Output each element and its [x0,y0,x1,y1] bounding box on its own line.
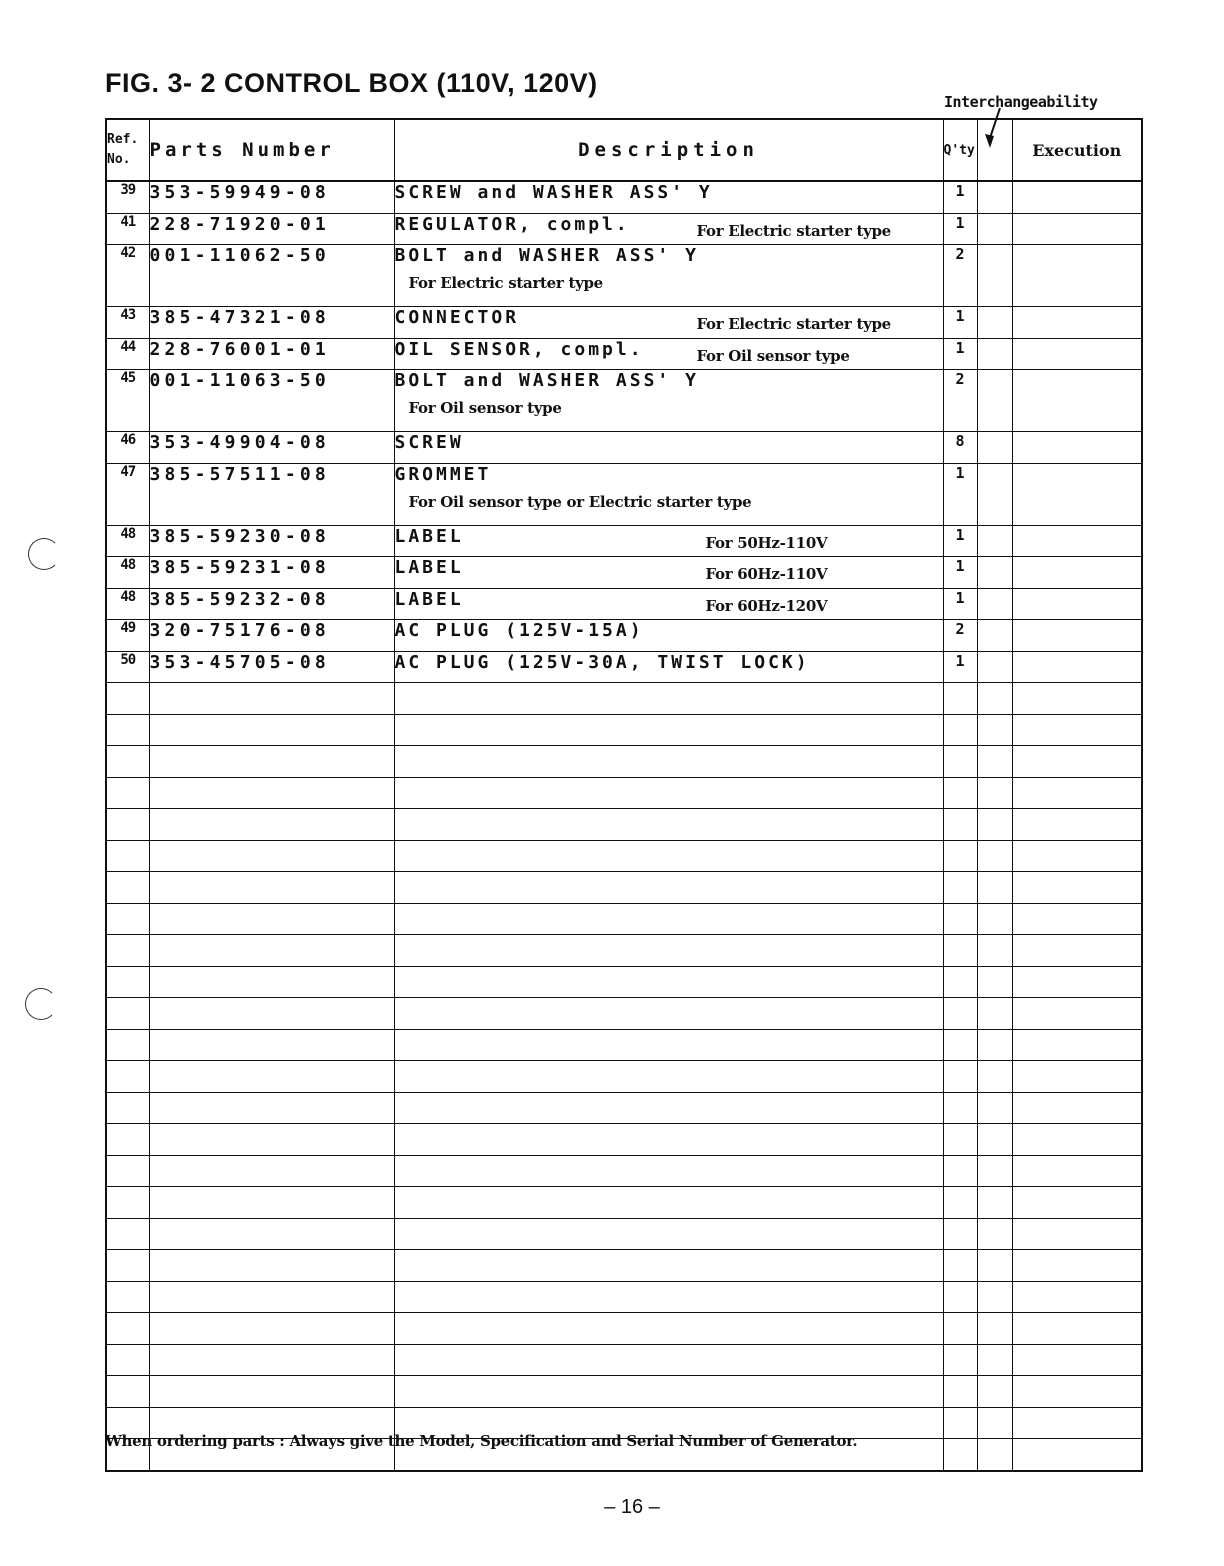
description-text: SCREW [394,432,464,453]
part-number-cell: 385-47321-08 [149,307,394,339]
qty-cell: 1 [943,338,977,370]
empty-cell [394,809,943,841]
table-row [106,525,1142,557]
execution-cell [1012,181,1142,213]
ref-no-cell: 48 [106,557,149,589]
empty-cell [977,1407,1012,1439]
empty-cell [106,809,149,841]
empty-cell [149,840,394,872]
execution-cell [1012,338,1142,370]
table-row [106,432,1142,464]
description-text: BOLT and WASHER ASS' Y [394,370,699,391]
empty-cell [1012,1376,1142,1408]
empty-cell [394,714,943,746]
empty-cell [1012,1344,1142,1376]
empty-cell [394,840,943,872]
empty-cell [149,777,394,809]
empty-row [106,683,1142,715]
empty-cell [394,935,943,967]
empty-cell [977,1061,1012,1093]
empty-cell [977,872,1012,904]
empty-cell [149,746,394,778]
empty-cell [149,683,394,715]
figure-title: FIG. 3- 2 CONTROL BOX (110V, 120V) [105,68,598,98]
empty-cell [1012,966,1142,998]
interchangeability-cell [977,338,1012,370]
qty-cell: 2 [943,370,977,432]
empty-cell [149,809,394,841]
description-text: LABEL [394,525,464,547]
empty-cell [394,1376,943,1408]
description-text: OIL SENSOR, compl. [394,338,644,360]
empty-cell [943,998,977,1030]
empty-cell [149,872,394,904]
empty-cell [394,1281,943,1313]
description-cell [394,307,943,339]
empty-cell [977,809,1012,841]
empty-row [106,840,1142,872]
empty-cell [977,1124,1012,1156]
empty-cell [149,1344,394,1376]
qty-cell: 8 [943,432,977,464]
empty-cell [1012,903,1142,935]
description-cell [394,245,943,307]
binder-hole-icon [28,538,60,570]
interchangeability-cell [977,181,1012,213]
empty-cell [106,1344,149,1376]
empty-cell [1012,809,1142,841]
empty-cell [1012,1155,1142,1187]
empty-cell [943,1439,977,1471]
empty-cell [977,1187,1012,1219]
execution-cell [1012,525,1142,557]
interchangeability-cell [977,620,1012,652]
description-note: For Electric starter type [408,274,603,292]
empty-cell [106,966,149,998]
empty-cell [149,1376,394,1408]
empty-cell [149,1092,394,1124]
empty-cell [106,872,149,904]
empty-cell [394,966,943,998]
empty-cell [149,1124,394,1156]
empty-cell [943,1281,977,1313]
empty-cell [1012,1218,1142,1250]
qty-cell: 1 [943,588,977,620]
empty-cell [943,1313,977,1345]
qty-cell: 1 [943,651,977,683]
empty-cell [943,872,977,904]
description-text: SCREW and WASHER ASS' Y [394,182,713,203]
parts-number-header: Parts Number [149,119,394,181]
empty-cell [977,935,1012,967]
interchangeability-cell [977,525,1012,557]
empty-row [106,777,1142,809]
part-number-cell: 385-59231-08 [149,557,394,589]
description-note: For 60Hz-110V [705,565,828,583]
empty-cell [106,1124,149,1156]
empty-cell [106,746,149,778]
empty-cell [149,1187,394,1219]
empty-row [106,1092,1142,1124]
empty-cell [394,872,943,904]
part-number-cell: 001-11063-50 [149,370,394,432]
description-cell [394,651,943,683]
execution-cell [1012,307,1142,339]
description-note: For Oil sensor type [696,346,850,365]
empty-cell [1012,1250,1142,1282]
empty-cell [394,1218,943,1250]
ref-no-cell: 42 [106,245,149,307]
description-text: LABEL [394,588,464,610]
interchangeability-label: Interchangeability [944,93,1098,111]
part-number-cell: 001-11062-50 [149,245,394,307]
binder-hole-icon [25,988,57,1020]
empty-cell [394,1061,943,1093]
empty-cell [106,1313,149,1345]
empty-row [106,1155,1142,1187]
description-cell [394,620,943,652]
empty-cell [1012,1313,1142,1345]
ref-no-cell: 48 [106,588,149,620]
interchangeability-cell [977,370,1012,432]
ref-no-cell: 50 [106,651,149,683]
empty-cell [977,1029,1012,1061]
ref-no-cell: 46 [106,432,149,464]
qty-cell: 1 [943,525,977,557]
empty-cell [1012,1439,1142,1471]
table-row [106,463,1142,525]
empty-cell [943,1250,977,1282]
part-number-cell: 385-59230-08 [149,525,394,557]
empty-cell [943,714,977,746]
execution-cell [1012,557,1142,589]
empty-cell [106,935,149,967]
execution-header: Execution [1012,119,1142,181]
empty-row [106,1124,1142,1156]
empty-cell [106,714,149,746]
empty-cell [1012,1029,1142,1061]
empty-cell [1012,683,1142,715]
empty-cell [149,935,394,967]
empty-cell [977,777,1012,809]
description-cell [394,370,943,432]
empty-cell [977,1376,1012,1408]
empty-cell [394,1092,943,1124]
empty-row [106,714,1142,746]
empty-cell [106,1218,149,1250]
part-number-cell: 228-76001-01 [149,338,394,370]
interchangeability-cell [977,245,1012,307]
empty-cell [943,1187,977,1219]
table-row [106,181,1142,213]
description-cell [394,213,943,245]
empty-cell [394,1344,943,1376]
interchangeability-cell [977,588,1012,620]
empty-cell [394,746,943,778]
description-cell [394,463,943,525]
empty-cell [394,1187,943,1219]
description-note: For Electric starter type [696,315,891,333]
description-text: BOLT and WASHER ASS' Y [394,245,699,266]
ref-no-header [106,119,149,181]
empty-row [106,935,1142,967]
qty-cell: 2 [943,620,977,652]
empty-cell [943,777,977,809]
empty-cell [977,1092,1012,1124]
description-text: CONNECTOR [394,307,520,328]
description-cell [394,432,943,464]
table-row [106,213,1142,245]
empty-cell [106,683,149,715]
part-number-cell: 353-59949-08 [149,181,394,213]
ref-no-cell: 41 [106,213,149,245]
empty-cell [149,1281,394,1313]
table-row [106,620,1142,652]
empty-cell [943,903,977,935]
qty-cell: 1 [943,213,977,245]
empty-cell [106,1187,149,1219]
table-row [106,307,1142,339]
table-row [106,651,1142,683]
empty-cell [977,1218,1012,1250]
execution-cell [1012,651,1142,683]
qty-cell: 1 [943,557,977,589]
empty-row [106,1187,1142,1219]
empty-cell [977,998,1012,1030]
empty-cell [106,1029,149,1061]
empty-cell [106,1281,149,1313]
table-row [106,338,1142,370]
description-text: REGULATOR, compl. [394,213,630,235]
description-note: For Oil sensor type or Electric starter type [408,492,752,511]
empty-cell [106,840,149,872]
empty-cell [977,1155,1012,1187]
description-note: For Oil sensor type [408,399,562,417]
empty-cell [943,1407,977,1439]
interchangeability-cell [977,651,1012,683]
interchangeability-cell [977,557,1012,589]
empty-cell [943,683,977,715]
empty-cell [1012,998,1142,1030]
empty-cell [1012,1407,1142,1439]
description-note: For 60Hz-120V [705,596,828,615]
empty-cell [1012,935,1142,967]
interchangeability-header [977,119,1012,181]
table-row [106,370,1142,432]
execution-cell [1012,370,1142,432]
description-text: LABEL [394,557,464,578]
description-note: For Electric starter type [696,221,891,240]
description-text: AC PLUG (125V-15A) [394,620,644,641]
part-number-cell: 320-75176-08 [149,620,394,652]
qty-cell: 1 [943,181,977,213]
empty-cell [943,1344,977,1376]
empty-cell [943,1092,977,1124]
description-cell [394,557,943,589]
empty-row [106,746,1142,778]
empty-cell [394,998,943,1030]
part-number-cell: 353-45705-08 [149,651,394,683]
empty-row [106,1313,1142,1345]
empty-cell [394,1029,943,1061]
empty-cell [149,1061,394,1093]
empty-cell [149,1218,394,1250]
page-number: – 16 – [604,1496,660,1518]
table-header-row [106,119,1142,181]
empty-cell [1012,746,1142,778]
ref-no-cell: 47 [106,463,149,525]
empty-row [106,1218,1142,1250]
part-number-cell: 353-49904-08 [149,432,394,464]
empty-cell [149,998,394,1030]
empty-cell [977,966,1012,998]
empty-cell [943,746,977,778]
description-text: AC PLUG (125V-30A, TWIST LOCK) [394,651,810,673]
ref-no-cell: 49 [106,620,149,652]
empty-cell [149,714,394,746]
empty-cell [977,840,1012,872]
empty-cell [149,1029,394,1061]
part-number-cell: 385-57511-08 [149,463,394,525]
part-number-cell: 228-71920-01 [149,213,394,245]
qty-cell: 1 [943,463,977,525]
ref-no-cell: 45 [106,370,149,432]
empty-cell [1012,1281,1142,1313]
ref-no-cell: 43 [106,307,149,339]
empty-row [106,1344,1142,1376]
ref-no-cell: 48 [106,525,149,557]
parts-table [105,118,1143,1472]
table-row [106,245,1142,307]
empty-row [106,903,1142,935]
empty-cell [977,714,1012,746]
description-header: Description [394,119,943,181]
empty-cell [106,1376,149,1408]
empty-cell [149,903,394,935]
ref-header-line2: No. [107,152,131,167]
description-cell [394,588,943,620]
execution-cell [1012,245,1142,307]
interchangeability-cell [977,463,1012,525]
ordering-note: When ordering parts : Always give the Model, Specification and Serial Number of Generator. [105,1432,858,1450]
empty-cell [943,1376,977,1408]
empty-cell [977,1313,1012,1345]
empty-cell [977,1344,1012,1376]
empty-cell [977,1250,1012,1282]
empty-cell [943,809,977,841]
empty-cell [106,1250,149,1282]
interchangeability-cell [977,432,1012,464]
table-row [106,588,1142,620]
execution-cell [1012,588,1142,620]
empty-cell [149,1250,394,1282]
empty-cell [106,777,149,809]
table-row [106,557,1142,589]
execution-cell [1012,213,1142,245]
empty-cell [106,1061,149,1093]
description-cell [394,181,943,213]
empty-cell [394,903,943,935]
empty-cell [149,966,394,998]
empty-row [106,1281,1142,1313]
execution-cell [1012,463,1142,525]
empty-cell [977,746,1012,778]
empty-cell [977,683,1012,715]
empty-row [106,872,1142,904]
empty-row [106,966,1142,998]
empty-cell [106,998,149,1030]
description-text: GROMMET [394,463,492,485]
empty-cell [106,903,149,935]
empty-cell [1012,1092,1142,1124]
description-cell [394,525,943,557]
description-cell [394,338,943,370]
empty-cell [977,1281,1012,1313]
ref-header-line1: Ref. [107,132,139,147]
empty-row [106,809,1142,841]
empty-cell [394,1250,943,1282]
empty-cell [943,1124,977,1156]
empty-cell [943,1218,977,1250]
empty-row [106,1029,1142,1061]
empty-cell [943,840,977,872]
execution-cell [1012,432,1142,464]
qty-header: Q'ty [943,119,977,181]
empty-row [106,1061,1142,1093]
empty-cell [394,683,943,715]
empty-cell [149,1313,394,1345]
ref-no-cell: 39 [106,181,149,213]
empty-cell [943,1061,977,1093]
empty-cell [149,1155,394,1187]
empty-cell [943,966,977,998]
empty-cell [977,1439,1012,1471]
empty-cell [943,935,977,967]
empty-cell [943,1155,977,1187]
empty-cell [1012,840,1142,872]
empty-cell [1012,777,1142,809]
qty-cell: 1 [943,307,977,339]
empty-cell [1012,1187,1142,1219]
empty-cell [106,1092,149,1124]
empty-cell [1012,714,1142,746]
empty-cell [394,1124,943,1156]
empty-cell [977,903,1012,935]
empty-cell [106,1155,149,1187]
part-number-cell: 385-59232-08 [149,588,394,620]
empty-cell [394,1313,943,1345]
empty-row [106,1376,1142,1408]
interchangeability-cell [977,213,1012,245]
qty-cell: 2 [943,245,977,307]
empty-cell [1012,872,1142,904]
empty-cell [394,777,943,809]
ref-no-cell: 44 [106,338,149,370]
empty-cell [1012,1061,1142,1093]
empty-cell [943,1029,977,1061]
empty-cell [1012,1124,1142,1156]
empty-cell [394,1155,943,1187]
empty-row [106,1250,1142,1282]
execution-cell [1012,620,1142,652]
empty-row [106,998,1142,1030]
description-note: For 50Hz-110V [705,533,828,552]
interchangeability-cell [977,307,1012,339]
